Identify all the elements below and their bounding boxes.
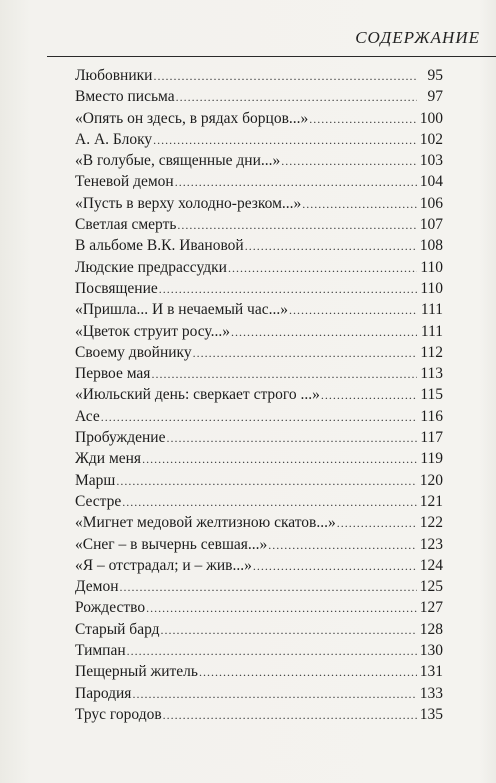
dot-leader bbox=[281, 151, 417, 172]
toc-entry bbox=[75, 299, 443, 320]
toc-entry-page: 131 bbox=[419, 663, 443, 681]
toc-entry bbox=[75, 171, 443, 192]
dot-leader bbox=[199, 662, 417, 683]
toc-entry-title: «Июльский день: сверкает строго ...» bbox=[75, 386, 320, 404]
dot-leader bbox=[231, 322, 417, 343]
toc-entry-page: 108 bbox=[419, 237, 443, 255]
dot-leader bbox=[166, 428, 417, 449]
toc-entry-title: «Пусть в верху холодно-резком...» bbox=[75, 194, 302, 212]
toc-entry bbox=[75, 86, 443, 107]
toc-entry bbox=[75, 108, 443, 129]
toc-entry bbox=[75, 555, 443, 576]
toc-entry bbox=[75, 363, 443, 384]
toc-entry-page: 103 bbox=[419, 152, 443, 170]
toc-entry-title: Людские предрассудки bbox=[75, 258, 227, 276]
toc-entry bbox=[75, 278, 443, 299]
toc-entry bbox=[75, 193, 443, 214]
toc-entry-page: 107 bbox=[419, 216, 443, 234]
toc-entry-title: Теневой демон bbox=[75, 173, 174, 191]
toc-entry-page: 124 bbox=[419, 556, 443, 574]
toc-entry-page: 111 bbox=[420, 322, 443, 340]
toc-entry-title: Асе bbox=[75, 407, 100, 425]
toc-entry-title: Трус городов bbox=[75, 705, 162, 723]
toc-entry-page: 110 bbox=[420, 279, 443, 297]
dot-leader bbox=[101, 407, 417, 428]
toc-entry-page: 135 bbox=[419, 705, 443, 723]
toc-entry bbox=[75, 406, 443, 427]
dot-leader bbox=[161, 620, 417, 641]
dot-leader bbox=[175, 172, 417, 193]
toc-entry-title: Тимпан bbox=[75, 642, 126, 660]
dot-leader bbox=[193, 343, 417, 364]
dot-leader bbox=[120, 577, 418, 598]
dot-leader bbox=[151, 364, 417, 385]
toc-entry bbox=[75, 257, 443, 278]
toc-entry-title: «В голубые, священные дни...» bbox=[75, 152, 281, 170]
dot-leader bbox=[176, 87, 417, 108]
toc-entry-page: 100 bbox=[419, 109, 443, 127]
toc-entry-page: 110 bbox=[420, 258, 443, 276]
toc-entry-page: 123 bbox=[419, 535, 443, 553]
toc-entry-title: Своему двойнику bbox=[75, 343, 192, 361]
toc-entry-page: 128 bbox=[419, 620, 443, 638]
dot-leader bbox=[122, 492, 417, 513]
toc-entry-page: 97 bbox=[427, 88, 443, 106]
toc-entry bbox=[75, 491, 443, 512]
toc-entry bbox=[75, 683, 443, 704]
dot-leader bbox=[337, 513, 417, 534]
dot-leader bbox=[132, 684, 417, 705]
toc-entry-page: 122 bbox=[419, 514, 443, 532]
toc-entry bbox=[75, 619, 443, 640]
toc-entry-title: «Мигнет медовой желтизною скатов...» bbox=[75, 514, 336, 532]
toc-entry bbox=[75, 512, 443, 533]
toc-entry-title: Жди меня bbox=[75, 450, 142, 468]
dot-leader bbox=[153, 66, 417, 87]
toc-entry-title: Марш bbox=[75, 471, 116, 489]
dot-leader bbox=[127, 641, 417, 662]
toc-entry-page: 125 bbox=[419, 578, 443, 596]
toc-entry-title: Светлая смерть bbox=[75, 216, 177, 234]
toc-entry-page: 133 bbox=[419, 684, 443, 702]
toc-entry-title: «Снег – в вычернь севшая...» bbox=[75, 535, 268, 553]
toc-entry-page: 95 bbox=[427, 67, 443, 84]
toc-entry-page: 104 bbox=[419, 173, 443, 191]
running-head: СОДЕРЖАНИЕ bbox=[355, 28, 480, 47]
dot-leader bbox=[153, 130, 417, 151]
toc-entry-page: 113 bbox=[420, 365, 443, 383]
toc-entry-page: 115 bbox=[420, 386, 443, 404]
dot-leader bbox=[245, 236, 417, 257]
toc-entry-title: «Пришла... И в нечаемый час...» bbox=[75, 301, 288, 319]
toc-entry-title: Пародия bbox=[75, 684, 132, 702]
dot-leader bbox=[309, 109, 417, 130]
toc-entry bbox=[75, 534, 443, 555]
toc-entry bbox=[75, 321, 443, 342]
dot-leader bbox=[289, 300, 417, 321]
toc-entry-page: 130 bbox=[419, 642, 443, 660]
toc-entry-page: 121 bbox=[419, 492, 443, 510]
toc-entry-page: 117 bbox=[420, 429, 443, 447]
toc-entry-title: «Я – отстрадал; и – жив...» bbox=[75, 556, 252, 574]
toc-entry-title: Пробуждение bbox=[75, 429, 166, 447]
dot-leader bbox=[163, 705, 417, 726]
toc-entry-title: Пещерный житель bbox=[75, 663, 198, 681]
toc-entry-page: 120 bbox=[419, 471, 443, 489]
toc-entry bbox=[75, 448, 443, 469]
toc-entry bbox=[75, 661, 443, 682]
toc-entry-title: Первое мая bbox=[75, 365, 151, 383]
toc-entry bbox=[75, 470, 443, 491]
toc-entry-title: В альбоме В.К. Ивановой bbox=[75, 237, 244, 255]
toc-entry-page: 127 bbox=[419, 599, 443, 617]
toc-entry bbox=[75, 214, 443, 235]
toc-entry-page: 116 bbox=[420, 407, 443, 425]
toc-entry-page: 106 bbox=[419, 194, 443, 212]
toc-entry-title: «Опять он здесь, в рядах борцов...» bbox=[75, 109, 309, 127]
dot-leader bbox=[253, 556, 417, 577]
toc-entry-title: Любовники bbox=[75, 67, 153, 84]
toc-entry-title: Сестре bbox=[75, 492, 122, 510]
header-rule bbox=[47, 56, 496, 57]
toc-entry-title: А. А. Блоку bbox=[75, 130, 153, 148]
toc-entry bbox=[75, 704, 443, 725]
toc-entry-title: Демон bbox=[75, 578, 119, 596]
toc-entry bbox=[75, 150, 443, 171]
toc-entry bbox=[75, 427, 443, 448]
toc-entry-title: Рождество bbox=[75, 599, 146, 617]
dot-leader bbox=[268, 535, 417, 556]
dot-leader bbox=[321, 385, 417, 406]
toc-entry bbox=[75, 597, 443, 618]
dot-leader bbox=[142, 449, 417, 470]
toc-entry-title: Старый бард bbox=[75, 620, 160, 638]
toc-entry-page: 102 bbox=[419, 130, 443, 148]
toc-entry bbox=[75, 384, 443, 405]
toc-entry-title: Вместо письма bbox=[75, 88, 175, 106]
toc-entry bbox=[75, 129, 443, 150]
dot-leader bbox=[177, 215, 417, 236]
dot-leader bbox=[159, 279, 417, 300]
toc-entry-title: «Цветок струит росу...» bbox=[75, 322, 230, 340]
dot-leader bbox=[116, 471, 417, 492]
dot-leader bbox=[302, 194, 417, 215]
toc-entry bbox=[75, 576, 443, 597]
toc-entry-page: 111 bbox=[420, 301, 443, 319]
toc-entry bbox=[75, 342, 443, 363]
toc-entry bbox=[75, 65, 443, 86]
toc-entry-page: 112 bbox=[420, 343, 443, 361]
table-of-contents bbox=[75, 65, 443, 725]
toc-entry-page: 119 bbox=[420, 450, 443, 468]
toc-entry-title: Посвящение bbox=[75, 279, 158, 297]
toc-entry bbox=[75, 640, 443, 661]
dot-leader bbox=[146, 598, 417, 619]
toc-entry bbox=[75, 235, 443, 256]
dot-leader bbox=[228, 258, 417, 279]
